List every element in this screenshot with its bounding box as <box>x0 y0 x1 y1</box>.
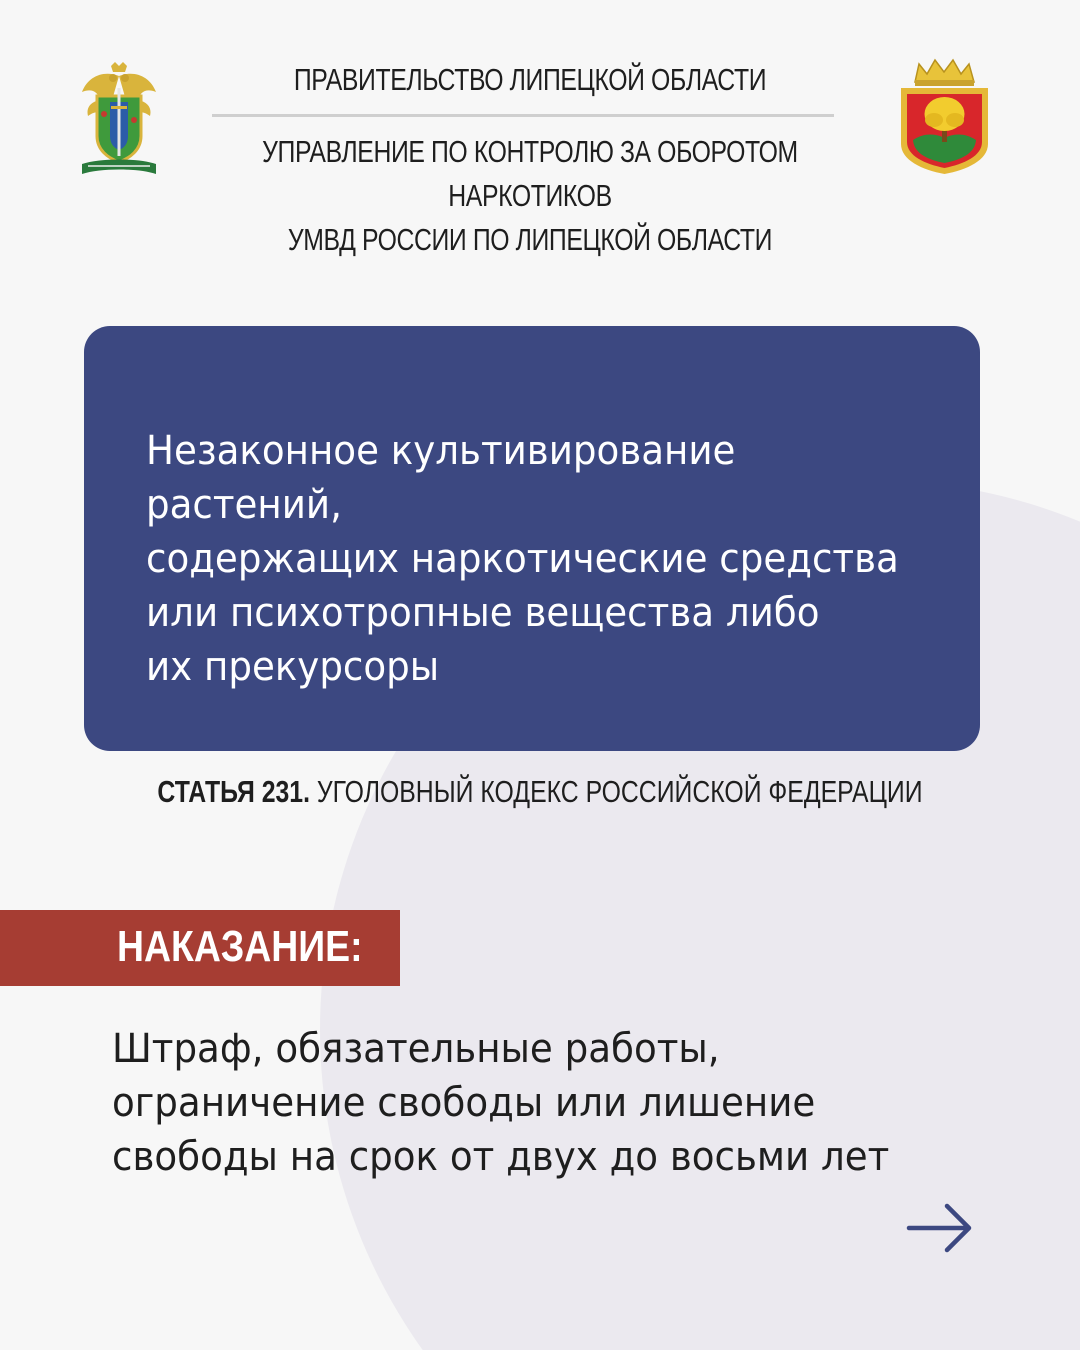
department-line: УПРАВЛЕНИЕ ПО КОНТРОЛЮ ЗА ОБОРОТОМ НАРКОТИКОВ <box>262 134 798 213</box>
penalty-text <box>112 1022 921 1184</box>
article-reference <box>108 774 972 810</box>
penalty-line: ограничение свободы или лишение <box>112 1080 816 1126</box>
penalty-label-text: НАКАЗАНИЕ: <box>117 922 363 971</box>
penalty-label <box>0 910 400 986</box>
department-name <box>250 130 810 262</box>
arrow-right-icon[interactable] <box>905 1200 975 1256</box>
penalty-line: свободы на срок от двух до восьми лет <box>112 1134 890 1180</box>
statement-line: содержащих наркотические средства <box>146 536 899 582</box>
org-name: ПРАВИТЕЛЬСТВО ЛИПЕЦКОЙ ОБЛАСТИ <box>293 62 767 97</box>
header <box>0 0 1080 257</box>
department-line: УМВД РОССИИ ПО ЛИПЕЦКОЙ ОБЛАСТИ <box>287 222 773 257</box>
lipetsk-coat-of-arms-icon <box>897 58 992 176</box>
statement-line: их прекурсоры <box>146 644 440 690</box>
statement-text <box>146 424 909 694</box>
article-code: УГОЛОВНЫЙ КОДЕКС РОССИЙСКОЙ ФЕДЕРАЦИИ <box>316 774 923 809</box>
police-emblem-icon <box>80 62 158 180</box>
statement-box <box>84 326 980 751</box>
header-divider <box>212 114 834 117</box>
statement-line: Незаконное культивирование растений, <box>146 428 736 528</box>
penalty-line: Штраф, обязательные работы, <box>112 1026 720 1072</box>
statement-line: или психотропные вещества либо <box>146 590 820 636</box>
article-number: СТАТЬЯ 231. <box>157 774 310 809</box>
